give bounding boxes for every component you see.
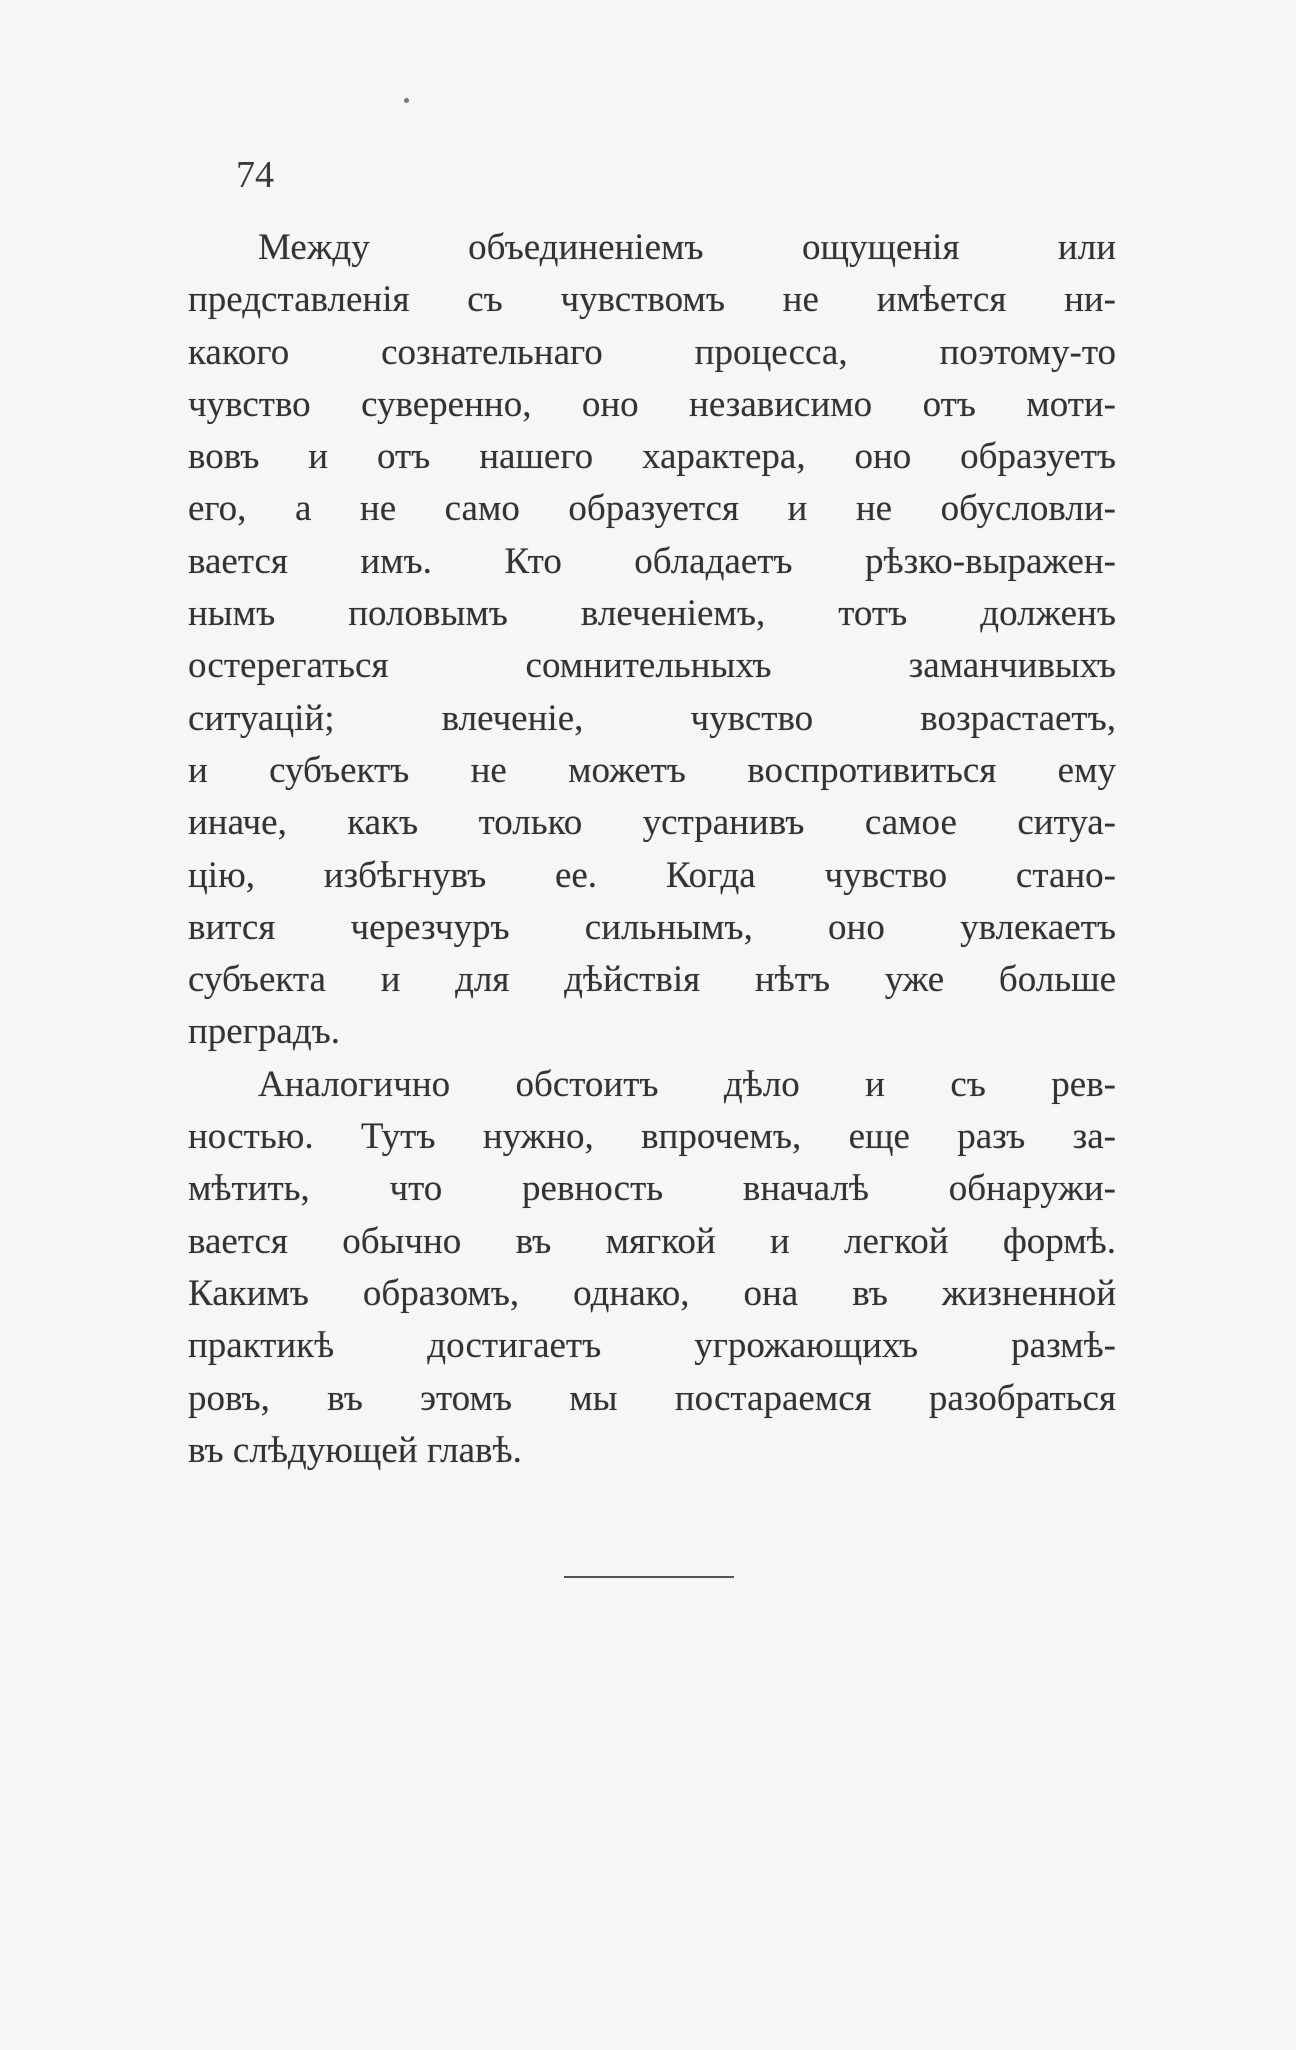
text-line: иначе, какъ только устранивъ самое ситуа- [188, 802, 1116, 844]
text-line: его, а не само образуется и не обусловли- [188, 488, 1116, 530]
text-line: Какимъ образомъ, однако, она въ жизненной [188, 1272, 1116, 1314]
text-line: вается обычно въ мягкой и легкой формѣ. [188, 1220, 1116, 1262]
text-line: вовъ и отъ нашего характера, оно образуетъ [188, 436, 1116, 478]
text-line: субъекта и для дѣйствія нѣтъ уже больше [188, 959, 1116, 1001]
text-line: цію, избѣгнувъ ее. Когда чувство стано- [188, 854, 1116, 896]
text-line: нымъ половымъ влеченіемъ, тотъ долженъ [188, 593, 1116, 635]
text-line: ситуацій; влеченіе, чувство возрастаетъ, [188, 697, 1116, 739]
page-number: 74 [236, 154, 274, 196]
text-line: преградъ. [188, 1011, 341, 1053]
text-line: Аналогично обстоитъ дѣло и съ рев- [258, 1063, 1116, 1105]
text-line: вается имъ. Кто обладаетъ рѣзко-выражен- [188, 540, 1116, 582]
text-line: представленія съ чувствомъ не имѣется ни- [188, 279, 1116, 321]
text-line: практикѣ достигаетъ угрожающихъ размѣ- [188, 1325, 1116, 1367]
text-line: какого сознательнаго процесса, поэтому-то [188, 331, 1116, 373]
text-line: остерегаться сомнительныхъ заманчивыхъ [188, 645, 1116, 687]
text-line: ностью. Тутъ нужно, впрочемъ, еще разъ за- [188, 1116, 1116, 1158]
text-line: въ слѣдующей главѣ. [188, 1429, 522, 1471]
text-line: вится черезчуръ сильнымъ, оно увлекаетъ [188, 906, 1116, 948]
text-line: и субъектъ не можетъ воспротивиться ему [188, 749, 1116, 791]
text-line: чувство суверенно, оно независимо отъ моти- [188, 383, 1116, 425]
print-speck [404, 98, 409, 103]
body-text [188, 222, 1116, 1477]
text-line: ровъ, въ этомъ мы постараемся разобраться [188, 1377, 1116, 1419]
section-divider [564, 1576, 734, 1578]
text-line: мѣтить, что ревность вначалѣ обнаружи- [188, 1168, 1116, 1210]
text-line: Между объединеніемъ ощущенія или [258, 227, 1116, 268]
